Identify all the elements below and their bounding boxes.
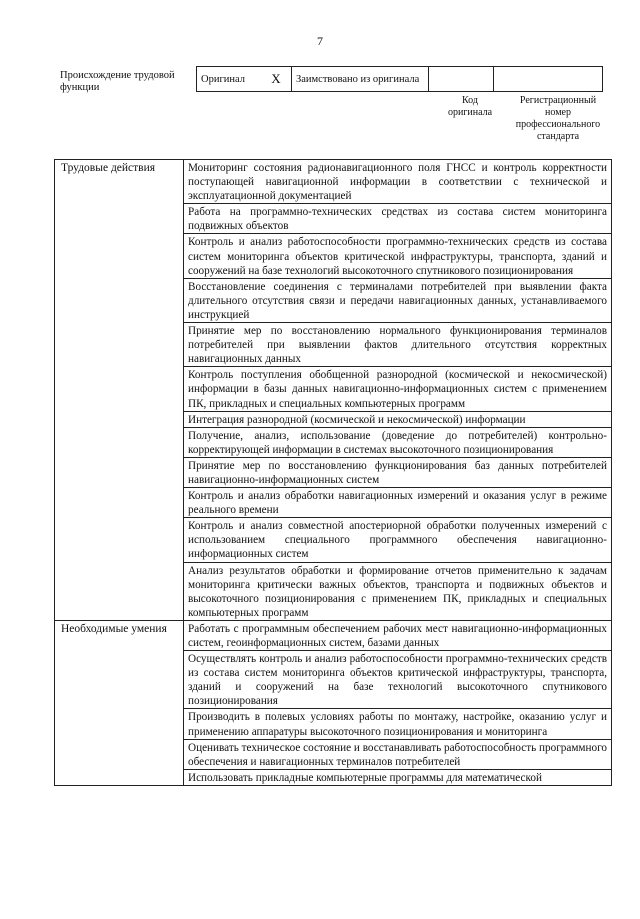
table-row xyxy=(55,160,612,204)
original-mark: X xyxy=(261,67,292,92)
reg-number-caption: Регистрационный номер профессионального стандарта xyxy=(515,95,601,142)
table-cell: Контроль и анализ работоспособности программно-технических средств из состава систем мониторинга объектов критической инфраструктуры, транспорта, зданий и сооружений на базе технологий высокоточного спутникового позиционирования xyxy=(184,234,612,278)
table-cell: Работать с программным обеспечением рабочих мест навигационно-информационных систем, геоинформационных систем, базами данных xyxy=(184,620,612,650)
table-cell: Осуществлять контроль и анализ работоспособности программно-технических средств из состава систем мониторинга объектов критической инфраструктуры, транспорта, зданий и сооружений на базе технологий высокоточного спутникового позиционирования xyxy=(184,651,612,709)
functions-table xyxy=(54,159,612,786)
origin-label: Происхождение трудовой функции xyxy=(60,70,175,93)
table-cell: Мониторинг состояния радионавигационного поля ГНСС и контроль корректности поступающей навигационной информации в соответствии с технической и эксплуатационной документацией xyxy=(184,160,612,204)
table-cell: Работа на программно-технических средствах из состава систем мониторинга подвижных объектов xyxy=(184,204,612,234)
table-cell: Принятие мер по восстановлению нормального функционирования терминалов потребителей при выявлении фактов длительного отсутствия корректных навигационных данных xyxy=(184,323,612,367)
page-number: 7 xyxy=(317,34,323,48)
table-cell: Производить в полевых условиях работы по монтажу, настройке, оказанию услуг и применению аппаратуры высокоточного позиционирования и мониторинга xyxy=(184,709,612,739)
table-cell: Получение, анализ, использование (доведение до потребителей) контрольно-корректирующей информации в системах высокоточного позиционирования xyxy=(184,427,612,457)
section-label: Необходимые умения xyxy=(55,620,184,785)
table-cell: Использовать прикладные компьютерные программы для математической xyxy=(184,769,612,785)
table-cell: Интеграция разнородной (космической и некосмической) информации xyxy=(184,411,612,427)
table-cell: Оценивать техническое состояние и восстанавливать работоспособность программного обеспечения и навигационных терминалов потребителей xyxy=(184,739,612,769)
table-cell: Восстановление соединения с терминалами потребителей при выявлении факта длительного отсутствия связи и передачи навигационных данных, устанавливаемого инструкцией xyxy=(184,278,612,322)
table-cell: Принятие мер по восстановлению функционирования баз данных потребителей навигационно-информационных систем xyxy=(184,457,612,487)
table-row xyxy=(55,620,612,650)
table-cell: Анализ результатов обработки и формирование отчетов применительно к задачам мониторинга критически важных объектов, транспорта и подвижных объектов и высокоточного позиционирования с применением ПК, прикладных и специальных компьютерных программ xyxy=(184,562,612,620)
code-caption: Код оригинала xyxy=(447,95,493,118)
reg-number-cell xyxy=(494,67,603,92)
borrowed-cell: Заимствовано из оригинала xyxy=(292,67,429,92)
table-cell: Контроль поступления обобщенной разнородной (космической и некосмической) информации в базы данных навигационно-информационных систем с применением ПК, прикладных и специальных компьютерных программ xyxy=(184,367,612,411)
table-cell: Контроль и анализ совместной апостериорной обработки полученных измерений с использованием специального программного обеспечения навигационно-информационных систем xyxy=(184,518,612,562)
code-cell xyxy=(429,67,494,92)
section-label: Трудовые действия xyxy=(55,160,184,621)
origin-table xyxy=(196,66,603,92)
original-cell: Оригинал xyxy=(197,67,262,92)
table-cell: Контроль и анализ обработки навигационных измерений и оказания услуг в режиме реального времени xyxy=(184,488,612,518)
